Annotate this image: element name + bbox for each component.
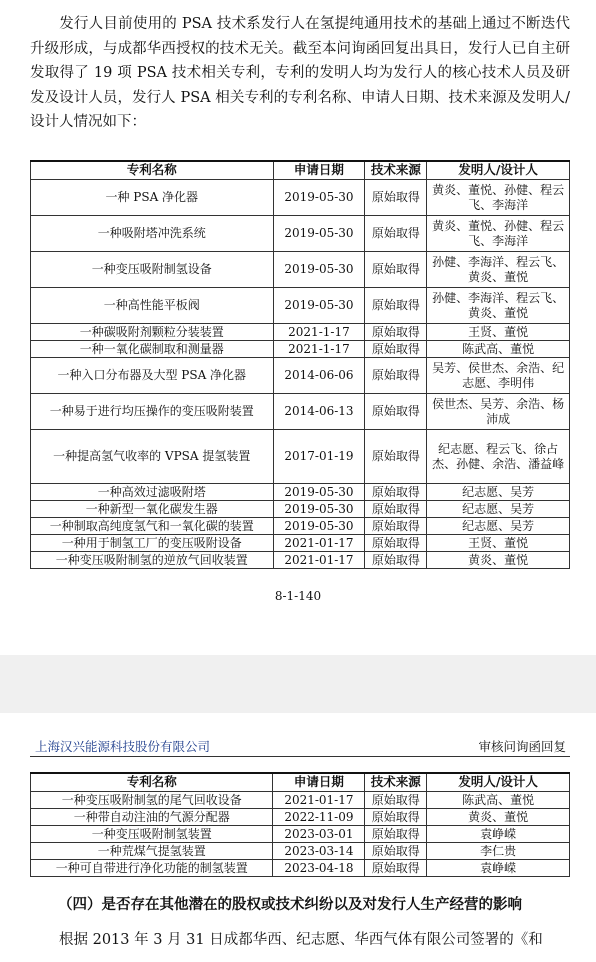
apply-date-cell: 2021-1-17 — [273, 341, 365, 358]
table-row — [31, 484, 570, 501]
apply-date-cell: 2023-03-14 — [273, 843, 365, 860]
table-row — [31, 809, 570, 826]
apply-date-cell: 2019-05-30 — [273, 180, 365, 216]
apply-date-cell: 2023-03-01 — [273, 826, 365, 843]
inventor-cell: 黄炎、董悦、孙健、程云飞、李海洋 — [427, 180, 570, 216]
intro-paragraph — [30, 12, 570, 135]
table-row — [31, 860, 570, 877]
header-inventor: 发明人/设计人 — [427, 773, 570, 792]
inventor-cell: 纪志愿、吴芳 — [427, 484, 570, 501]
tech-source-cell: 原始取得 — [365, 860, 427, 877]
header-inventor: 发明人/设计人 — [427, 161, 570, 180]
patent-name-cell: 一种变压吸附制氢的尾气回收设备 — [31, 792, 273, 809]
patent-name-cell: 一种提高氢气收率的 VPSA 提氢装置 — [31, 430, 274, 484]
header-patent-name: 专利名称 — [31, 161, 274, 180]
table-row — [31, 792, 570, 809]
closing-text: 根据 2013 年 3 月 31 日成都华西、纪志愿、华西气体有限公司签署的《和 — [59, 932, 543, 948]
tech-source-cell: 原始取得 — [365, 552, 427, 569]
table-header-row — [31, 161, 570, 180]
apply-date-cell: 2021-01-17 — [273, 792, 365, 809]
tech-source-cell: 原始取得 — [365, 501, 427, 518]
inventor-cell: 侯世杰、吴芳、余浩、杨沛成 — [427, 394, 570, 430]
section-heading: （四）是否存在其他潜在的股权或技术纠纷以及对发行人生产经营的影响 — [58, 897, 522, 913]
patent-name-cell: 一种一氧化碳制取和测量器 — [31, 341, 274, 358]
patent-name-cell: 一种碳吸附剂颗粒分装装置 — [31, 324, 274, 341]
patent-table-2 — [30, 772, 570, 877]
tech-source-cell: 原始取得 — [365, 430, 427, 484]
page-gap — [0, 655, 596, 713]
apply-date-cell: 2019-05-30 — [273, 216, 365, 252]
patent-name-cell: 一种变压吸附制氢设备 — [31, 252, 274, 288]
patent-table-1 — [30, 160, 570, 569]
tech-source-cell: 原始取得 — [365, 484, 427, 501]
table-row — [31, 552, 570, 569]
table-row — [31, 324, 570, 341]
patent-name-cell: 一种高性能平板阀 — [31, 288, 274, 324]
table-row — [31, 430, 570, 484]
apply-date-cell: 2019-05-30 — [273, 518, 365, 535]
patent-name-cell: 一种可自带进行净化功能的制氢装置 — [31, 860, 273, 877]
apply-date-cell: 2014-06-13 — [273, 394, 365, 430]
patent-name-cell: 一种用于制氢工厂的变压吸附设备 — [31, 535, 274, 552]
patent-name-cell: 一种 PSA 净化器 — [31, 180, 274, 216]
table-row — [31, 358, 570, 394]
header-divider — [30, 756, 570, 757]
inventor-cell: 袁峥嵘 — [427, 860, 570, 877]
tech-source-cell: 原始取得 — [365, 324, 427, 341]
apply-date-cell: 2019-05-30 — [273, 252, 365, 288]
header-apply-date: 申请日期 — [273, 773, 365, 792]
table-row — [31, 843, 570, 860]
header-apply-date: 申请日期 — [273, 161, 365, 180]
header-tech-source: 技术来源 — [365, 161, 427, 180]
patent-name-cell: 一种易于进行均压操作的变压吸附装置 — [31, 394, 274, 430]
inventor-cell: 陈武高、董悦 — [427, 341, 570, 358]
inventor-cell: 黄炎、董悦、孙健、程云飞、李海洋 — [427, 216, 570, 252]
table-row — [31, 341, 570, 358]
inventor-cell: 黄炎、董悦 — [427, 552, 570, 569]
tech-source-cell: 原始取得 — [365, 180, 427, 216]
apply-date-cell: 2019-05-30 — [273, 288, 365, 324]
intro-text: 发行人目前使用的 PSA 技术系发行人在氢提纯通用技术的基础上通过不断迭代升级形成，与成都华西授权的技术无关。截至本问询函回复出具日，发行人已自主研发取得了 19 项 PSA 技术相关专利，专利的发明人均为发行人的核心技术人员及研发及设计人员，发行人 PSA 相关专利的专利名称、申请人日期、技术来源及发明人/设计人情况如下： — [30, 16, 570, 130]
patent-name-cell: 一种新型一氧化碳发生器 — [31, 501, 274, 518]
inventor-cell: 纪志愿、吴芳 — [427, 518, 570, 535]
inventor-cell: 孙健、李海洋、程云飞、黄炎、董悦 — [427, 252, 570, 288]
inventor-cell: 王贤、董悦 — [427, 324, 570, 341]
header-patent-name: 专利名称 — [31, 773, 273, 792]
inventor-cell: 纪志愿、吴芳 — [427, 501, 570, 518]
inventor-cell: 王贤、董悦 — [427, 535, 570, 552]
header-tech-source: 技术来源 — [365, 773, 427, 792]
apply-date-cell: 2019-05-30 — [273, 501, 365, 518]
patent-name-cell: 一种入口分布器及大型 PSA 净化器 — [31, 358, 274, 394]
tech-source-cell: 原始取得 — [365, 809, 427, 826]
tech-source-cell: 原始取得 — [365, 341, 427, 358]
table-header-row — [31, 773, 570, 792]
tech-source-cell: 原始取得 — [365, 358, 427, 394]
apply-date-cell: 2021-01-17 — [273, 535, 365, 552]
company-name: 上海汉兴能源科技股份有限公司 — [35, 739, 211, 754]
patent-name-cell: 一种带自动注油的气源分配器 — [31, 809, 273, 826]
patent-name-cell: 一种制取高纯度氢气和一氧化碳的装置 — [31, 518, 274, 535]
table-row — [31, 826, 570, 843]
inventor-cell: 吴芳、侯世杰、余浩、纪志愿、李明伟 — [427, 358, 570, 394]
tech-source-cell: 原始取得 — [365, 252, 427, 288]
table-row — [31, 180, 570, 216]
apply-date-cell: 2021-1-17 — [273, 324, 365, 341]
table-row — [31, 252, 570, 288]
tech-source-cell: 原始取得 — [365, 826, 427, 843]
tech-source-cell: 原始取得 — [365, 394, 427, 430]
inventor-cell: 李仁贵 — [427, 843, 570, 860]
inventor-cell: 陈武高、董悦 — [427, 792, 570, 809]
tech-source-cell: 原始取得 — [365, 792, 427, 809]
apply-date-cell: 2014-06-06 — [273, 358, 365, 394]
apply-date-cell: 2019-05-30 — [273, 484, 365, 501]
table-row — [31, 216, 570, 252]
closing-paragraph — [30, 928, 575, 949]
table-row — [31, 535, 570, 552]
patent-name-cell: 一种荒煤气提氢装置 — [31, 843, 273, 860]
patent-name-cell: 一种吸附塔冲洗系统 — [31, 216, 274, 252]
patent-name-cell: 一种高效过滤吸附塔 — [31, 484, 274, 501]
apply-date-cell: 2017-01-19 — [273, 430, 365, 484]
inventor-cell: 纪志愿、程云飞、徐占杰、孙健、余浩、潘益峰 — [427, 430, 570, 484]
patent-name-cell: 一种变压吸附制氢装置 — [31, 826, 273, 843]
apply-date-cell: 2023-04-18 — [273, 860, 365, 877]
apply-date-cell: 2021-01-17 — [273, 552, 365, 569]
inventor-cell: 孙健、李海洋、程云飞、黄炎、董悦 — [427, 288, 570, 324]
table-row — [31, 518, 570, 535]
table-row — [31, 288, 570, 324]
inventor-cell: 袁峥嵘 — [427, 826, 570, 843]
tech-source-cell: 原始取得 — [365, 843, 427, 860]
tech-source-cell: 原始取得 — [365, 518, 427, 535]
apply-date-cell: 2022-11-09 — [273, 809, 365, 826]
patent-name-cell: 一种变压吸附制氢的逆放气回收装置 — [31, 552, 274, 569]
tech-source-cell: 原始取得 — [365, 535, 427, 552]
document-type: 审核问询函回复 — [478, 739, 566, 754]
tech-source-cell: 原始取得 — [365, 216, 427, 252]
inventor-cell: 黄炎、董悦 — [427, 809, 570, 826]
tech-source-cell: 原始取得 — [365, 288, 427, 324]
table-row — [31, 501, 570, 518]
page-number: 8-1-140 — [274, 589, 322, 603]
table-row — [31, 394, 570, 430]
